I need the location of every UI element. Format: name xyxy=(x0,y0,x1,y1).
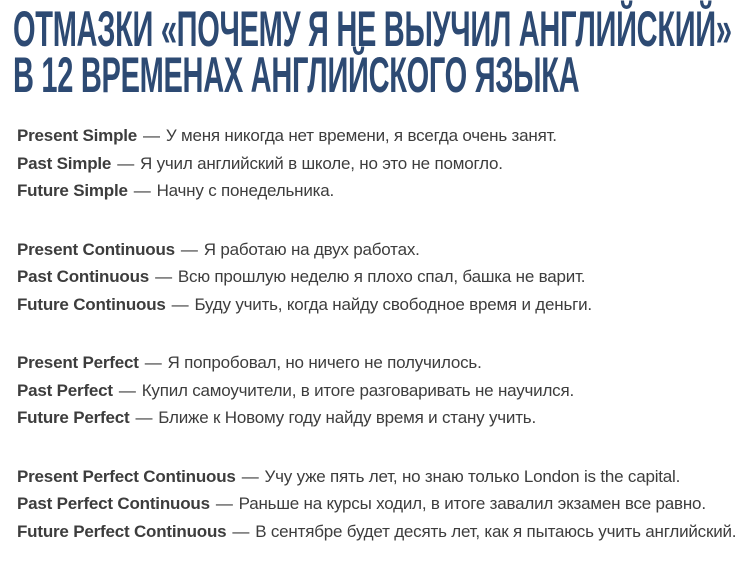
excuse-text: Купил самоучители, в итоге разговаривать не научился. xyxy=(141,380,574,400)
tense-name: Future Perfect Continuous xyxy=(17,521,227,541)
tense-name: Past Continuous xyxy=(17,267,150,286)
em-dash: — xyxy=(143,126,160,145)
tense-group-perfect xyxy=(17,349,742,432)
em-dash: — xyxy=(171,294,189,314)
tense-name: Future Perfect xyxy=(17,408,130,427)
excuse-line xyxy=(17,150,742,178)
excuse-text: Всю прошлую неделю я плохо спал, башка не варит. xyxy=(177,267,586,286)
em-dash: — xyxy=(232,521,250,541)
tense-name: Past Perfect xyxy=(17,380,113,400)
excuse-line xyxy=(17,490,742,518)
em-dash: — xyxy=(135,408,153,427)
em-dash: — xyxy=(133,181,151,200)
excuse-text: В сентябре будет десять лет, как я пытаюсь учить английский. xyxy=(255,521,737,541)
tense-name: Past Simple xyxy=(17,153,112,173)
tense-name: Future Continuous xyxy=(17,294,166,314)
excuse-line xyxy=(17,463,742,491)
page-title xyxy=(13,1,742,103)
page-title-line-1: ОТМАЗКИ «ПОЧЕМУ Я НЕ ВЫУЧИЛ АНГЛИЙСКИЙ» xyxy=(13,1,732,57)
em-dash: — xyxy=(144,353,162,372)
tense-name: Present Continuous xyxy=(17,239,175,259)
excuse-text: Я учил английский в школе, но это не помогло. xyxy=(140,153,503,173)
excuse-text: Раньше на курсы ходил, в итоге завалил экзамен все равно. xyxy=(238,494,706,513)
excuse-line xyxy=(17,263,742,291)
tense-name: Past Perfect Continuous xyxy=(17,494,210,513)
excuse-text: Буду учить, когда найду свободное время и деньги. xyxy=(194,294,592,314)
tense-group-simple xyxy=(17,122,742,205)
em-dash: — xyxy=(117,153,134,173)
excuse-line xyxy=(17,122,742,150)
excuse-line xyxy=(17,236,742,264)
excuse-text: Учу уже пять лет, но знаю только London is the capital. xyxy=(264,466,681,486)
excuse-line xyxy=(17,404,742,432)
tense-name: Present Perfect Continuous xyxy=(17,466,236,486)
excuse-text: Я работаю на двух работах. xyxy=(203,239,420,259)
excuse-line xyxy=(17,349,742,377)
excuse-line xyxy=(17,177,742,205)
excuse-line xyxy=(17,377,742,405)
tense-name: Present Perfect xyxy=(17,353,139,372)
excuse-line xyxy=(17,291,742,319)
tense-name: Present Simple xyxy=(17,126,138,145)
em-dash: — xyxy=(155,267,172,286)
em-dash: — xyxy=(180,239,198,259)
em-dash: — xyxy=(215,494,233,513)
excuse-text: Ближе к Новому году найду время и стану учить. xyxy=(158,408,536,427)
em-dash: — xyxy=(241,466,259,486)
excuse-text: Я попробовал, но ничего не получилось. xyxy=(167,353,482,372)
excuse-text: Начну с понедельника. xyxy=(156,181,335,200)
excuse-text: У меня никогда нет времени, я всегда очень занят. xyxy=(165,126,557,145)
em-dash: — xyxy=(118,380,136,400)
page-title-line-2: В 12 ВРЕМЕНАХ АНГЛИЙСКОГО ЯЗЫКА xyxy=(13,47,580,103)
excuse-line xyxy=(17,518,742,546)
tense-group-perfect-continuous xyxy=(17,463,742,546)
tense-name: Future Simple xyxy=(17,181,128,200)
tense-group-continuous xyxy=(17,236,742,319)
